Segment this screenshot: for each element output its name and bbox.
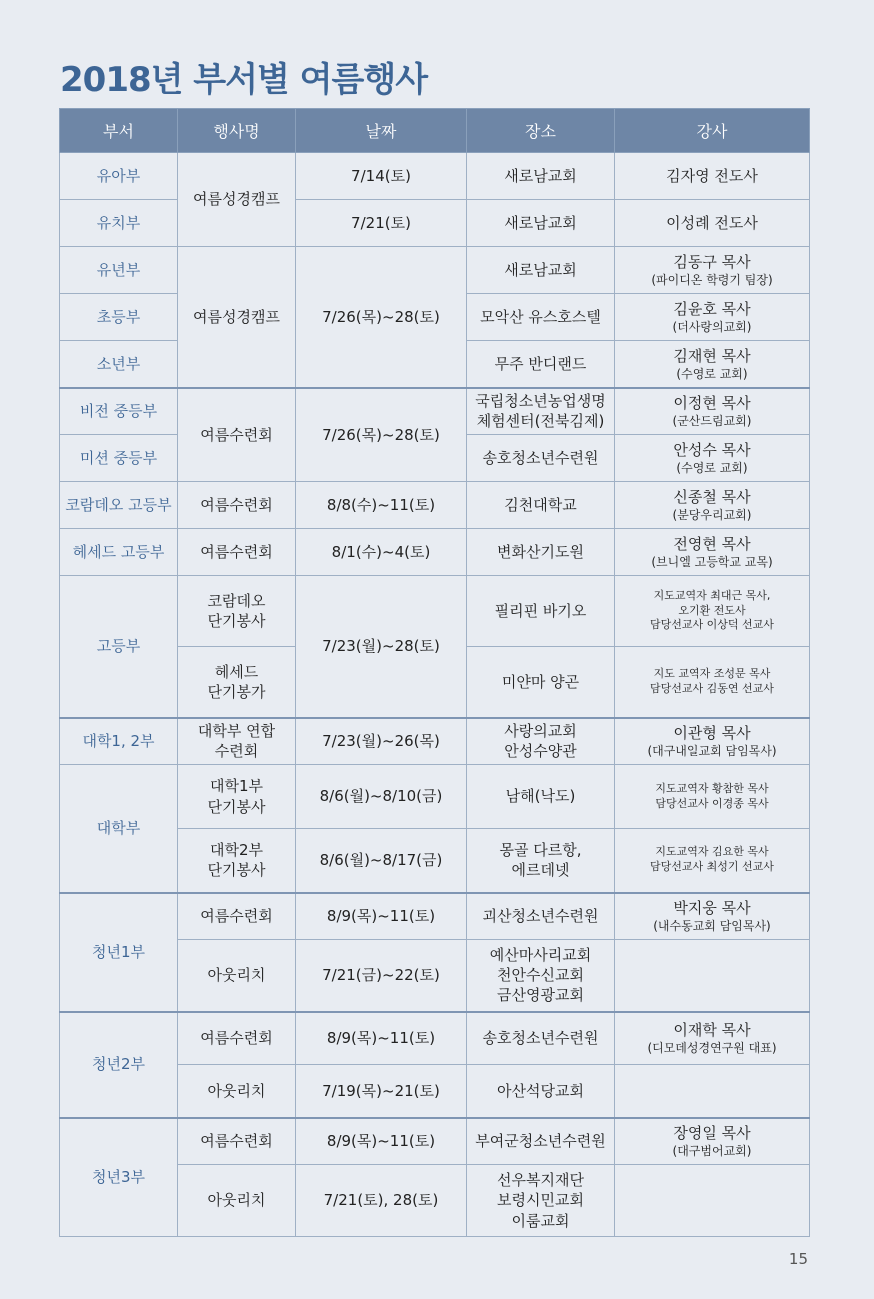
lecturer-name: 이정현 목사 [673, 394, 751, 413]
dept-cell: 초등부 [60, 294, 178, 341]
lecturer-name: 이재학 목사 [673, 1021, 751, 1040]
event-cell: 대학부 연합 수련회 [178, 718, 296, 765]
lecturer-affiliation: (수영로 교회) [676, 366, 748, 381]
lecturer-name: 김동구 목사 [673, 252, 751, 271]
dept-cell: 청년3부 [60, 1118, 178, 1237]
date-cell: 7/21(토) [296, 200, 467, 247]
place-cell: 국립청소년농업생명 체험센터(전북김제) [467, 388, 615, 435]
place-cell: 송호청소년수련원 [467, 435, 615, 482]
date-cell: 7/21(토), 28(토) [296, 1165, 467, 1237]
table-row [60, 200, 810, 247]
dept-cell: 비전 중등부 [60, 388, 178, 435]
lecturer-name: 안성수 목사 [673, 440, 751, 459]
dept-cell: 유아부 [60, 153, 178, 200]
place-cell: 새로남교회 [467, 153, 615, 200]
event-cell: 헤세드 단기봉가 [178, 647, 296, 718]
event-cell: 대학1부 단기봉사 [178, 765, 296, 829]
lecturer-affiliation: (대구범어교회) [672, 1144, 752, 1159]
lecturer-name: 이관형 목사 [673, 724, 751, 743]
event-cell: 여름성경캠프 [178, 153, 296, 247]
lecturer-name: 장영일 목사 [673, 1124, 751, 1143]
dept-cell: 대학부 [60, 765, 178, 893]
lecturer-cell [615, 341, 810, 388]
dept-cell: 헤세드 고등부 [60, 529, 178, 576]
header-date: 날짜 [296, 109, 467, 153]
date-cell: 8/9(목)~11(토) [296, 893, 467, 940]
date-cell: 7/14(토) [296, 153, 467, 200]
table-row [60, 1118, 810, 1165]
event-cell: 여름수련회 [178, 388, 296, 482]
place-cell: 변화산기도원 [467, 529, 615, 576]
date-cell: 7/21(금)~22(토) [296, 940, 467, 1012]
table-row [60, 1012, 810, 1065]
table-row [60, 153, 810, 200]
date-cell: 8/1(수)~4(토) [296, 529, 467, 576]
date-cell: 8/9(목)~11(토) [296, 1118, 467, 1165]
lecturer-cell [615, 247, 810, 294]
event-cell: 아웃리치 [178, 940, 296, 1012]
place-cell: 무주 반디랜드 [467, 341, 615, 388]
event-cell: 여름수련회 [178, 482, 296, 529]
page-number: 15 [788, 1250, 808, 1268]
lecturer-name: 김재현 목사 [673, 346, 751, 365]
lecturer-cell [615, 1065, 810, 1118]
event-cell: 아웃리치 [178, 1165, 296, 1237]
dept-cell: 유년부 [60, 247, 178, 294]
lecturer-cell: 김자영 전도사 [615, 153, 810, 200]
lecturer-affiliation: (더사랑의교회) [672, 320, 752, 335]
lecturer-cell [615, 1012, 810, 1065]
place-cell: 선우복지재단 보령시민교회 이룸교회 [467, 1165, 615, 1237]
dept-cell: 청년2부 [60, 1012, 178, 1118]
date-cell: 7/23(월)~28(토) [296, 576, 467, 718]
table-row [60, 529, 810, 576]
lecturer-name: 신종철 목사 [673, 487, 751, 506]
page-title: 2018년 부서별 여름행사 [60, 60, 428, 100]
event-cell: 여름수련회 [178, 529, 296, 576]
header-place: 장소 [467, 109, 615, 153]
lecturer-cell: 지도교역자 황참한 목사 담당선교사 이경종 목사 [615, 765, 810, 829]
lecturer-affiliation: (파이디온 학령기 팀장) [651, 273, 773, 288]
lecturer-affiliation: (브니엘 고등학교 교목) [651, 555, 773, 570]
place-cell: 괴산청소년수련원 [467, 893, 615, 940]
place-cell: 새로남교회 [467, 200, 615, 247]
date-cell: 8/9(목)~11(토) [296, 1012, 467, 1065]
lecturer-cell [615, 482, 810, 529]
dept-cell: 미션 중등부 [60, 435, 178, 482]
place-cell: 아산석당교회 [467, 1065, 615, 1118]
lecturer-cell [615, 1165, 810, 1237]
lecturer-name: 김윤호 목사 [673, 299, 751, 318]
lecturer-cell [615, 1118, 810, 1165]
lecturer-cell: 지도 교역자 조성문 목사 담당선교사 김동연 선교사 [615, 647, 810, 718]
lecturer-cell [615, 940, 810, 1012]
lecturer-cell [615, 294, 810, 341]
lecturer-cell [615, 718, 810, 765]
place-cell: 필리핀 바기오 [467, 576, 615, 647]
date-cell: 8/6(월)~8/10(금) [296, 765, 467, 829]
table-row [60, 247, 810, 294]
header-dept: 부서 [60, 109, 178, 153]
place-cell: 미얀마 양곤 [467, 647, 615, 718]
place-cell: 새로남교회 [467, 247, 615, 294]
date-cell: 7/23(월)~26(목) [296, 718, 467, 765]
table-row [60, 765, 810, 829]
place-cell: 몽골 다르항, 에르데넷 [467, 829, 615, 893]
event-cell: 여름수련회 [178, 893, 296, 940]
header-event: 행사명 [178, 109, 296, 153]
lecturer-cell [615, 529, 810, 576]
event-cell: 아웃리치 [178, 1065, 296, 1118]
lecturer-affiliation: (분당우리교회) [672, 508, 752, 523]
lecturer-cell [615, 388, 810, 435]
dept-cell: 코람데오 고등부 [60, 482, 178, 529]
place-cell: 사랑의교회 안성수양관 [467, 718, 615, 765]
table-row [60, 388, 810, 435]
lecturer-affiliation: (디모데성경연구원 대표) [647, 1041, 777, 1056]
lecturer-affiliation: (군산드림교회) [672, 414, 752, 429]
table-header [60, 109, 810, 153]
event-cell: 여름수련회 [178, 1118, 296, 1165]
place-cell: 모악산 유스호스텔 [467, 294, 615, 341]
lecturer-name: 전영현 목사 [673, 534, 751, 553]
dept-cell: 소년부 [60, 341, 178, 388]
event-cell: 코람데오 단기봉사 [178, 576, 296, 647]
lecturer-affiliation: (내수동교회 담임목사) [653, 919, 771, 934]
date-cell: 7/26(목)~28(토) [296, 247, 467, 388]
lecturer-affiliation: (대구내일교회 담임목사) [647, 744, 777, 759]
header-lecturer: 강사 [615, 109, 810, 153]
lecturer-cell: 지도교역자 김요한 목사 담당선교사 최성기 선교사 [615, 829, 810, 893]
date-cell: 8/8(수)~11(토) [296, 482, 467, 529]
lecturer-cell [615, 435, 810, 482]
dept-cell: 청년1부 [60, 893, 178, 1012]
dept-cell: 유치부 [60, 200, 178, 247]
lecturer-cell [615, 893, 810, 940]
lecturer-cell: 지도교역자 최대근 목사, 오기환 전도사 담당선교사 이상덕 선교사 [615, 576, 810, 647]
place-cell: 송호청소년수련원 [467, 1012, 615, 1065]
table-row [60, 482, 810, 529]
events-table [59, 108, 810, 1237]
table-row [60, 893, 810, 940]
dept-cell: 고등부 [60, 576, 178, 718]
place-cell: 남해(낙도) [467, 765, 615, 829]
event-cell: 여름성경캠프 [178, 247, 296, 388]
event-cell: 대학2부 단기봉사 [178, 829, 296, 893]
date-cell: 7/26(목)~28(토) [296, 388, 467, 482]
dept-cell: 대학1, 2부 [60, 718, 178, 765]
table-row [60, 718, 810, 765]
place-cell: 부여군청소년수련원 [467, 1118, 615, 1165]
lecturer-affiliation: (수영로 교회) [676, 461, 748, 476]
lecturer-cell: 이성례 전도사 [615, 200, 810, 247]
place-cell: 김천대학교 [467, 482, 615, 529]
place-cell: 예산마사리교회 천안수신교회 금산영광교회 [467, 940, 615, 1012]
date-cell: 8/6(월)~8/17(금) [296, 829, 467, 893]
table-row [60, 576, 810, 647]
date-cell: 7/19(목)~21(토) [296, 1065, 467, 1118]
lecturer-name: 박지웅 목사 [673, 899, 751, 918]
event-cell: 여름수련회 [178, 1012, 296, 1065]
